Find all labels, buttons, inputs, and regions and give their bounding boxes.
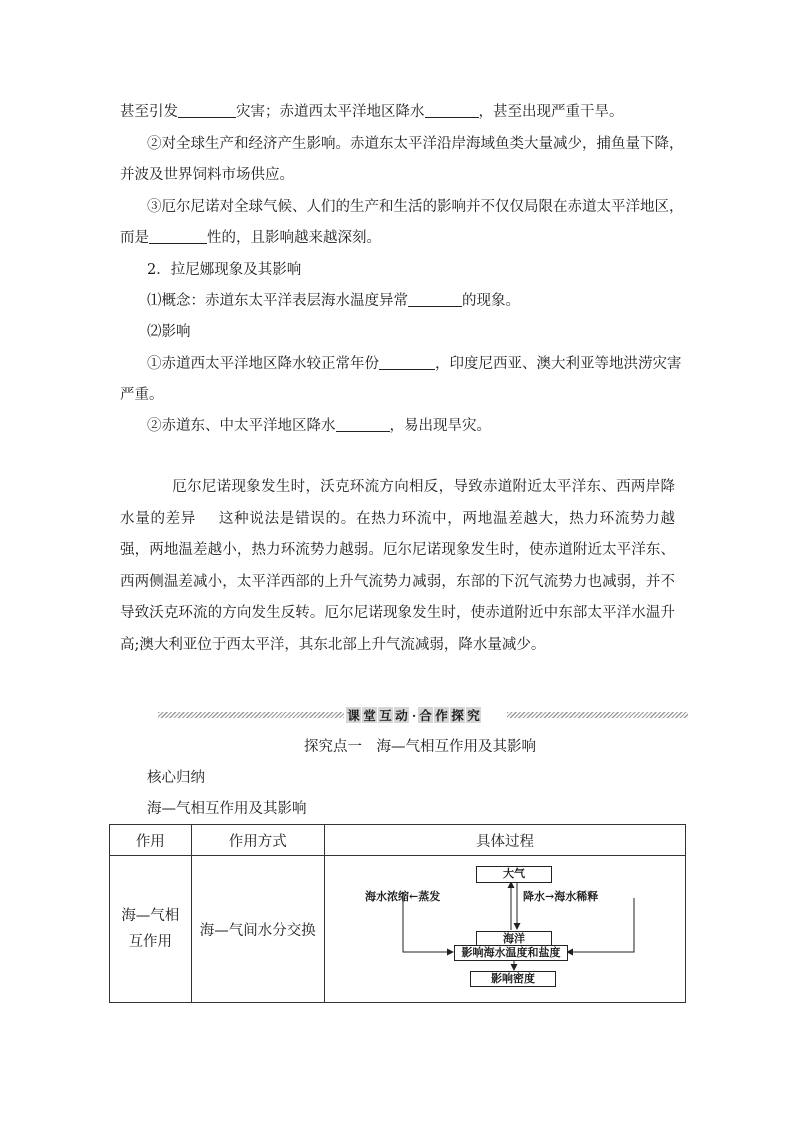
temperature-salinity-box: 影响海水温度和盐度 <box>454 945 568 961</box>
banner-dot: · <box>411 708 417 723</box>
misconception-claim: 厄尔尼诺现象发生时，沃克环流方向相反，导致赤道附近太平洋东、西两岸降水量的差异 <box>120 479 675 527</box>
cell-effect <box>110 856 192 1003</box>
banner-char: 究 <box>467 708 480 723</box>
fill-blank[interactable] <box>149 228 207 244</box>
banner-hatch-left <box>158 712 344 718</box>
banner-title <box>346 707 506 725</box>
body-line-3: 并波及世界饲料市场供应。 <box>120 167 294 183</box>
text-fragment: 性的，且影响越来越深刻。 <box>207 230 381 246</box>
body-line-2: ②对全球生产和经济产生影响。赤道东太平洋沿岸海域鱼类大量减少，捕鱼量下降， <box>147 136 684 152</box>
right-loop-arrow <box>567 898 634 952</box>
banner-char: 作 <box>435 708 448 723</box>
text-fragment: 的现象。 <box>462 293 520 309</box>
explanation-paragraph <box>120 472 675 661</box>
cell-process-diagram <box>324 856 685 1003</box>
text-fragment: ②赤道东、中太平洋地区降水 <box>147 418 336 434</box>
banner-char: 互 <box>379 708 392 723</box>
body-line-4: ③厄尔尼诺对全球气候、人们的生产和生活的影响并不仅仅局限在赤道太平洋地区， <box>147 199 684 215</box>
precipitation-label: 降水→海水稀释 <box>522 890 599 903</box>
table-caption: 海—气相互作用及其影响 <box>147 801 307 817</box>
body-line-1 <box>120 102 624 122</box>
banner-char: 探 <box>451 708 464 723</box>
explanation-text: 这种说法是错误的。在热力环流中，两地温差越大，热力环流势力越强，两地温差越小，热力环流势力越弱。厄尔尼诺现象发生时，使赤道附近太平洋东、西两侧温差减小，太平洋西部的上升气流势力减弱，东部的下沉气流势力也减弱，并不导致沃克环流的方向发生反转。厄尔尼诺现象发生时，使赤道附近中东部太平洋水温升高;澳大利亚位于西太平洋，其东北部上升气流减弱，降水量减少。 <box>120 510 676 653</box>
evaporation-label: 海水浓缩←蒸发 <box>364 890 441 903</box>
atmosphere-box: 大气 <box>476 866 552 883</box>
text-fragment: 甚至引发 <box>120 104 178 120</box>
fill-blank[interactable] <box>425 102 479 118</box>
banner-char: 堂 <box>363 708 376 723</box>
text-fragment: 灾害；赤道西太平洋地区降水 <box>236 104 425 120</box>
effect-line-2: 互作用 <box>128 934 173 950</box>
text-fragment: 而是 <box>120 230 149 246</box>
flow-diagram <box>325 856 685 1002</box>
text-fragment: ，易出现旱灾。 <box>389 418 491 434</box>
table-header-row <box>110 825 686 856</box>
text-fragment: ①赤道西太平洋地区降水较正常年份 <box>147 356 379 372</box>
body-line-7 <box>147 291 520 311</box>
banner-char: 合 <box>419 708 432 723</box>
fill-blank[interactable] <box>178 102 236 118</box>
interaction-table <box>109 824 686 1003</box>
subheading-la-nina: 2．拉尼娜现象及其影响 <box>147 262 302 278</box>
fill-blank[interactable] <box>379 354 435 370</box>
body-line-5 <box>120 228 381 248</box>
ocean-box: 海洋 <box>476 931 552 948</box>
body-line-10: 严重。 <box>120 387 164 403</box>
left-loop-arrow <box>403 898 453 952</box>
table-row <box>110 856 686 1003</box>
section-banner <box>158 707 688 727</box>
text-fragment: ，印度尼西亚、澳大利亚等地洪涝灾害 <box>435 356 682 372</box>
section-title: 探究点一 海—气相互作用及其影响 <box>304 739 536 755</box>
fill-blank[interactable] <box>408 291 462 307</box>
header-mode: 作用方式 <box>191 825 324 856</box>
density-box: 影响密度 <box>470 971 556 987</box>
header-process: 具体过程 <box>324 825 685 856</box>
banner-char: 动 <box>395 708 408 723</box>
cell-mode: 海—气间水分交换 <box>191 856 324 1003</box>
body-line-9 <box>147 354 682 374</box>
body-line-11 <box>147 416 491 436</box>
core-summary-label: 核心归纳 <box>147 770 205 786</box>
banner-char: 课 <box>347 708 360 723</box>
effect-line-1: 海—气相 <box>121 908 180 924</box>
header-effect: 作用 <box>110 825 192 856</box>
text-fragment: ，甚至出现严重干旱。 <box>478 104 624 120</box>
fill-blank[interactable] <box>336 416 390 432</box>
text-fragment: ⑴概念：赤道东太平洋表层海水温度异常 <box>147 293 408 309</box>
banner-hatch-right <box>507 712 688 718</box>
body-line-8: ⑵影响 <box>147 324 191 340</box>
